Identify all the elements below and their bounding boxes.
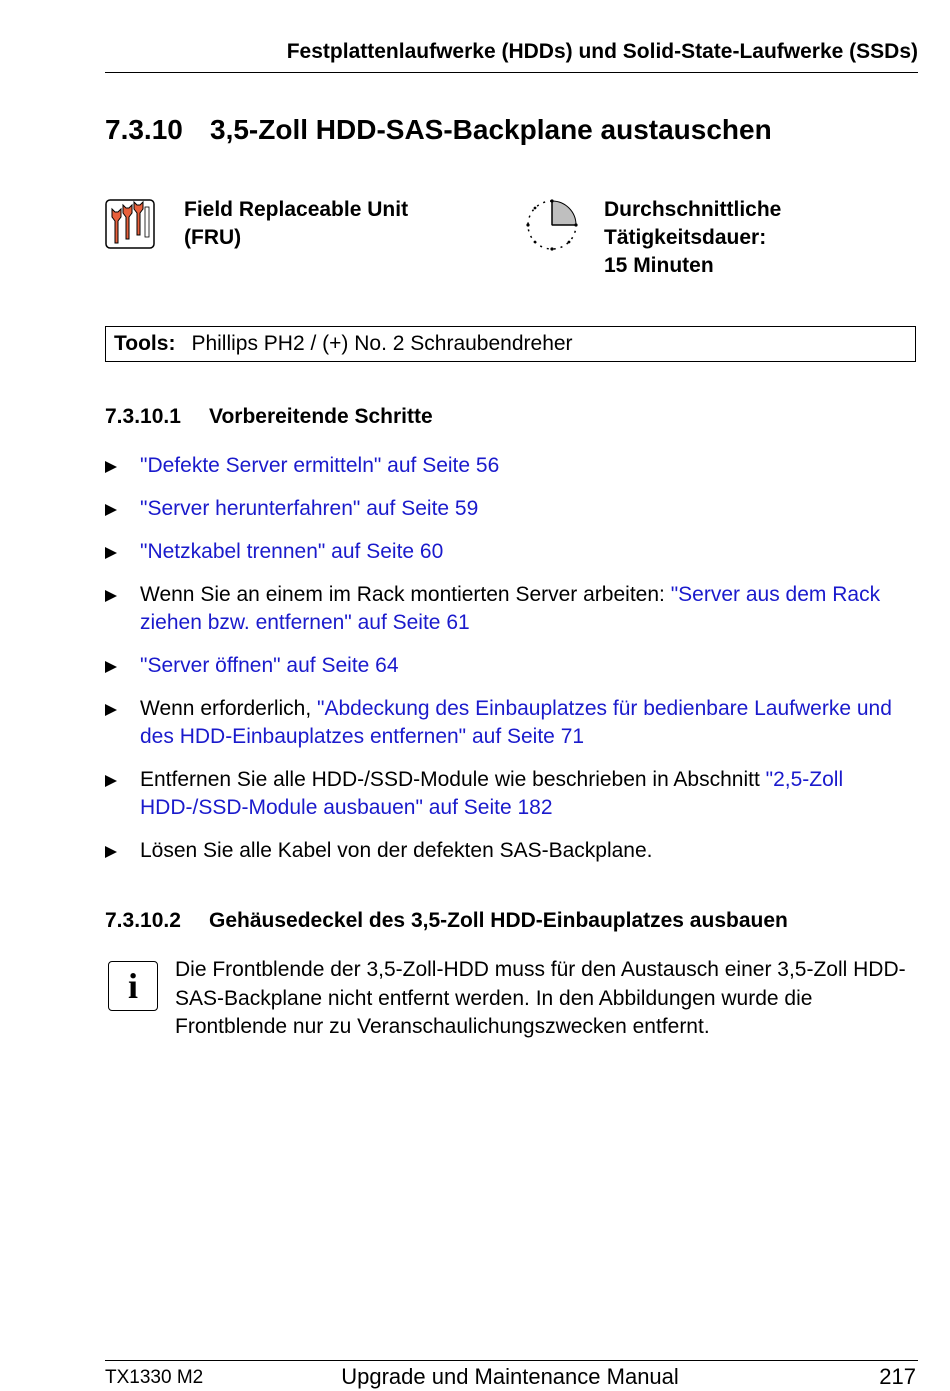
duration-line2: Tätigkeitsdauer: [604, 226, 767, 249]
list-item [105, 538, 920, 566]
page-link[interactable]: "2,5-Zoll HDD-/SSD-Module ausbauen" auf Seite 182 [140, 768, 844, 819]
fru-label [184, 196, 484, 252]
clock-icon [525, 198, 579, 252]
page-link[interactable]: "Netzkabel trennen" auf Seite 60 [140, 540, 444, 563]
bullet-arrow-icon [105, 775, 117, 787]
bullet-arrow-icon [105, 504, 117, 516]
running-header: Festplattenlaufwerke (HDDs) und Solid-State-Laufwerke (SSDs) [286, 40, 918, 63]
page-link[interactable]: "Defekte Server ermitteln" auf Seite 56 [140, 454, 500, 477]
bullet-arrow-icon [105, 547, 117, 559]
section-heading-prep [105, 405, 433, 429]
bullet-arrow-icon [105, 846, 117, 858]
duration-label [604, 196, 924, 280]
info-note: Die Frontblende der 3,5-Zoll-HDD muss für den Austausch einer 3,5-Zoll HDD-SAS-Backplane nicht entfernt werden. In den Abbildungen wurde die Frontblende nur zu Veranschaulichungszwecken entfernt. [175, 958, 906, 1038]
list-item [105, 652, 920, 680]
bullet-arrow-icon [105, 590, 117, 602]
page-link[interactable]: "Abdeckung des Einbauplatzes für bedienbare Laufwerke und des HDD-Einbauplatzes entfernen" auf Seite 71 [140, 697, 892, 748]
list-item [105, 495, 920, 523]
footer-manual-title: Upgrade und Maintenance Manual [341, 1364, 679, 1389]
tools-box [105, 326, 916, 362]
fru-label-line1: Field Replaceable Unit [184, 198, 409, 221]
header-rule [105, 72, 918, 73]
bullet-arrow-icon [105, 661, 117, 673]
section-title: Vorbereitende Schritte [209, 405, 433, 428]
fru-label-line2: (FRU) [184, 226, 242, 249]
page-link[interactable]: "Server öffnen" auf Seite 64 [140, 654, 399, 677]
chapter-title [105, 114, 772, 146]
section-number: 7.3.10.2 [105, 909, 181, 932]
section-number: 7.3.10.1 [105, 405, 181, 428]
duration-line3: 15 Minuten [604, 254, 714, 277]
step-list [105, 452, 920, 880]
list-item: Wenn erforderlich, "Abdeckung des Einbauplatzes für bedienbare Laufwerke und des HDD-Einbauplatzes entfernen" auf Seite 71 [105, 695, 920, 751]
bullet-arrow-icon [105, 704, 117, 716]
chapter-title-text: 3,5-Zoll HDD-SAS-Backplane austauschen [210, 114, 772, 145]
list-item: Wenn Sie an einem im Rack montierten Server arbeiten: "Server aus dem Rack ziehen bzw. entfernen" auf Seite 61 [105, 581, 920, 637]
section-heading-cover [105, 909, 788, 933]
duration-line1: Durchschnittliche [604, 198, 782, 221]
tools-label: Tools: [114, 332, 176, 355]
bullet-arrow-icon [105, 461, 117, 473]
page-number: 217 [879, 1364, 916, 1389]
list-item: Entfernen Sie alle HDD-/SSD-Module wie beschrieben in Abschnitt "2,5-Zoll HDD-/SSD-Module ausbauen" auf Seite 182 [105, 766, 920, 822]
chapter-number: 7.3.10 [105, 114, 183, 145]
page-link[interactable]: "Server aus dem Rack ziehen bzw. entfernen" auf Seite 61 [140, 583, 881, 634]
page-link[interactable]: "Server herunterfahren" auf Seite 59 [140, 497, 479, 520]
list-item [105, 452, 920, 480]
list-item: Lösen Sie alle Kabel von der defekten SAS-Backplane. [105, 837, 920, 865]
section-title: Gehäusedeckel des 3,5-Zoll HDD-Einbauplatzes ausbauen [209, 909, 788, 932]
footer-model: TX1330 M2 [105, 1367, 204, 1388]
info-icon: i [108, 961, 158, 1011]
tools-value: Phillips PH2 / (+) No. 2 Schraubendreher [191, 332, 573, 355]
footer-rule [105, 1360, 918, 1361]
fru-tools-icon [105, 199, 155, 249]
